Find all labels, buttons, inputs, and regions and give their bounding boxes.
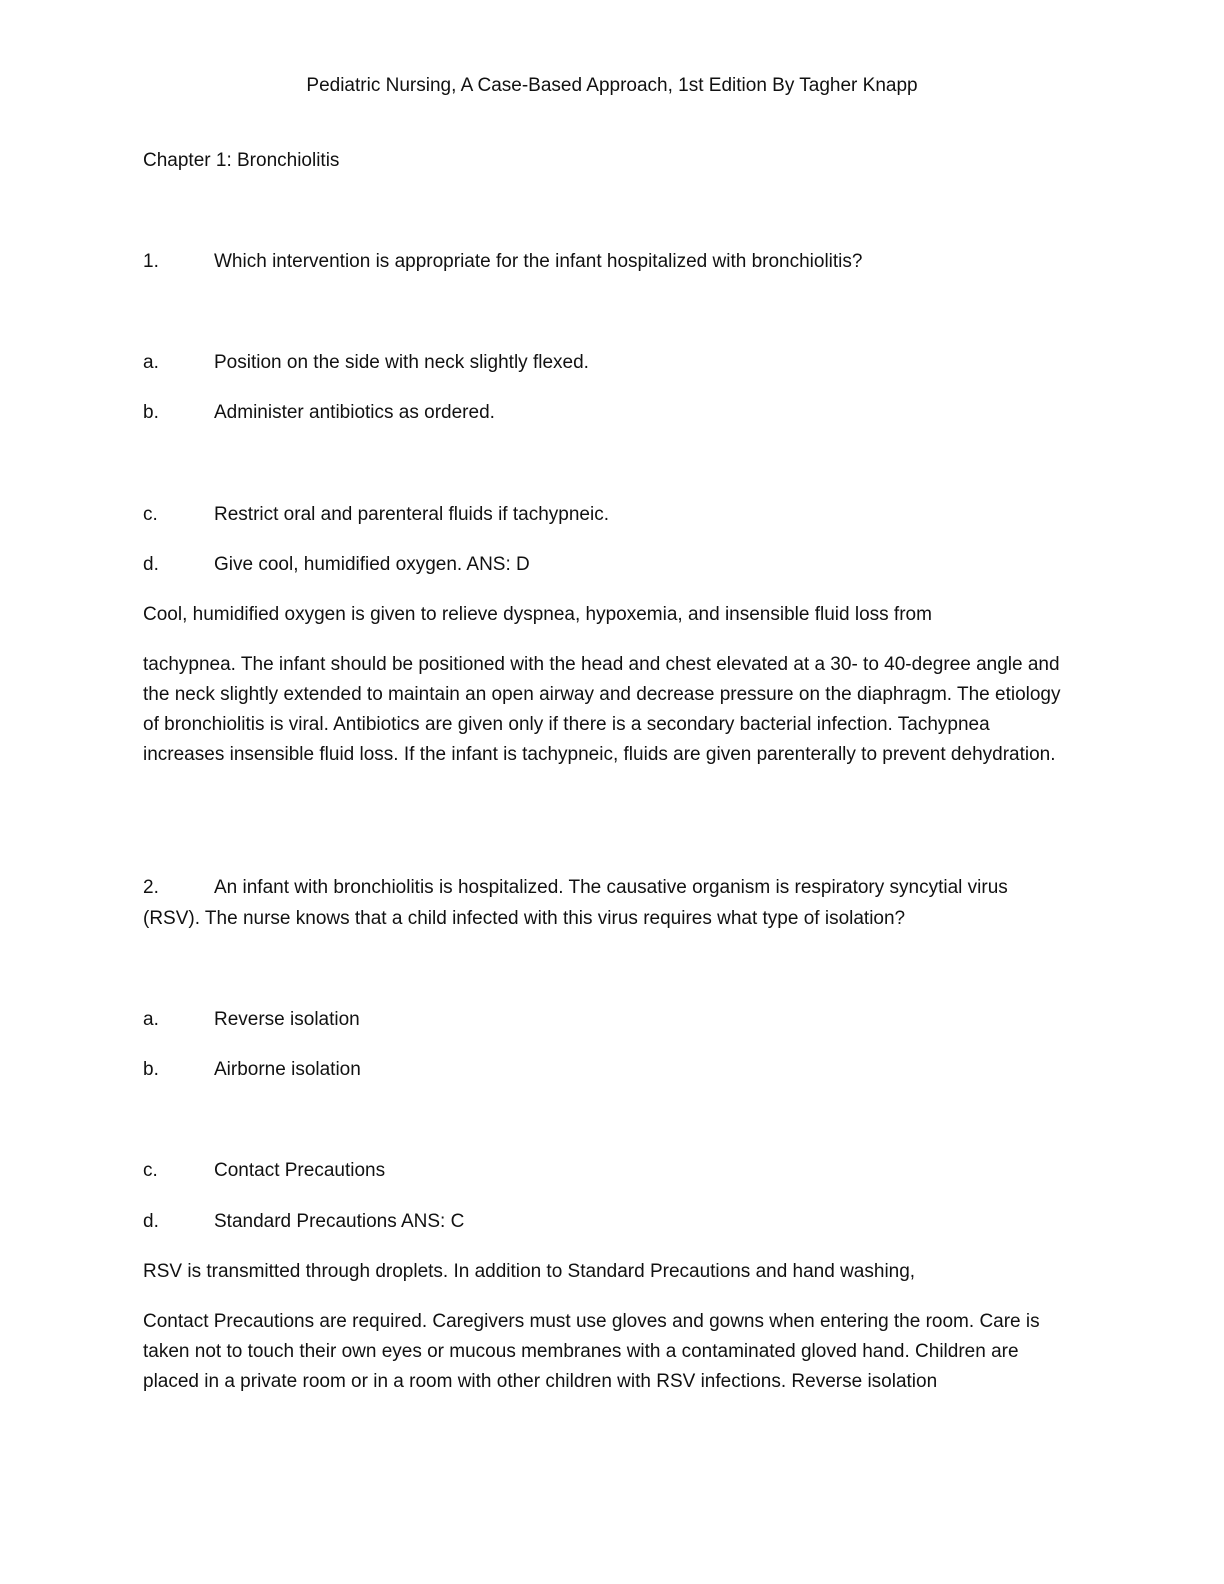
question-2-text-line1: An infant with bronchiolitis is hospitalized. The causative organism is respiratory syncytial virus — [214, 877, 1008, 898]
q2-rationale-body: Contact Precautions are required. Caregivers must use gloves and gowns when entering the room. Care is taken not to touch their own eyes or mucous membranes with a contaminated gloved hand. Children are placed in a private room or in a room with other children with RSV infections. Reverse isolation — [143, 1311, 1040, 1392]
q2-option-a-text: Reverse isolation — [214, 1009, 360, 1030]
q2-option-d-letter: d. — [143, 1211, 159, 1232]
q2-option-b-text: Airborne isolation — [214, 1059, 361, 1080]
q2-option-a-letter: a. — [143, 1009, 159, 1030]
chapter-title: Chapter 1: Bronchiolitis — [143, 150, 340, 171]
q1-option-b-letter: b. — [143, 402, 159, 423]
question-1-number: 1. — [143, 251, 159, 272]
q1-option-c-letter: c. — [143, 504, 158, 525]
q1-rationale-body: tachypnea. The infant should be positioned with the head and chest elevated at a 30- to 40-degree angle and the neck slightly extended to maintain an open airway and decrease pressure on the diaphragm. The etiology of bronchiolitis is viral. Antibiotics are given only if there is a secondary bacterial infection. Tachypnea increases insensible fluid loss. If the infant is tachypneic, fluids are given parenterally to prevent dehydration. — [143, 654, 1061, 765]
q2-rationale-first-line: RSV is transmitted through droplets. In addition to Standard Precautions and hand washing, — [143, 1261, 916, 1282]
q2-option-b-letter: b. — [143, 1059, 159, 1080]
q2-option-c-letter: c. — [143, 1160, 158, 1181]
q1-rationale-first-line: Cool, humidified oxygen is given to relieve dyspnea, hypoxemia, and insensible fluid loss from — [143, 604, 932, 625]
page-header: Pediatric Nursing, A Case-Based Approach, 1st Edition By Tagher Knapp — [306, 75, 918, 96]
q1-option-c-text: Restrict oral and parenteral fluids if tachypneic. — [214, 504, 609, 525]
q1-option-a-text: Position on the side with neck slightly flexed. — [214, 352, 589, 373]
q1-option-a-letter: a. — [143, 352, 159, 373]
q2-option-d-text: Standard Precautions ANS: C — [214, 1211, 465, 1232]
q1-option-d-text: Give cool, humidified oxygen. ANS: D — [214, 554, 530, 575]
q1-option-b-text: Administer antibiotics as ordered. — [214, 402, 495, 423]
q2-option-c-text: Contact Precautions — [214, 1160, 386, 1181]
question-1-text: Which intervention is appropriate for the infant hospitalized with bronchiolitis? — [214, 251, 863, 272]
q1-option-d-letter: d. — [143, 554, 159, 575]
question-2-number: 2. — [143, 877, 159, 898]
question-2-text-line2: (RSV). The nurse knows that a child infected with this virus requires what type of isolation? — [143, 908, 906, 929]
